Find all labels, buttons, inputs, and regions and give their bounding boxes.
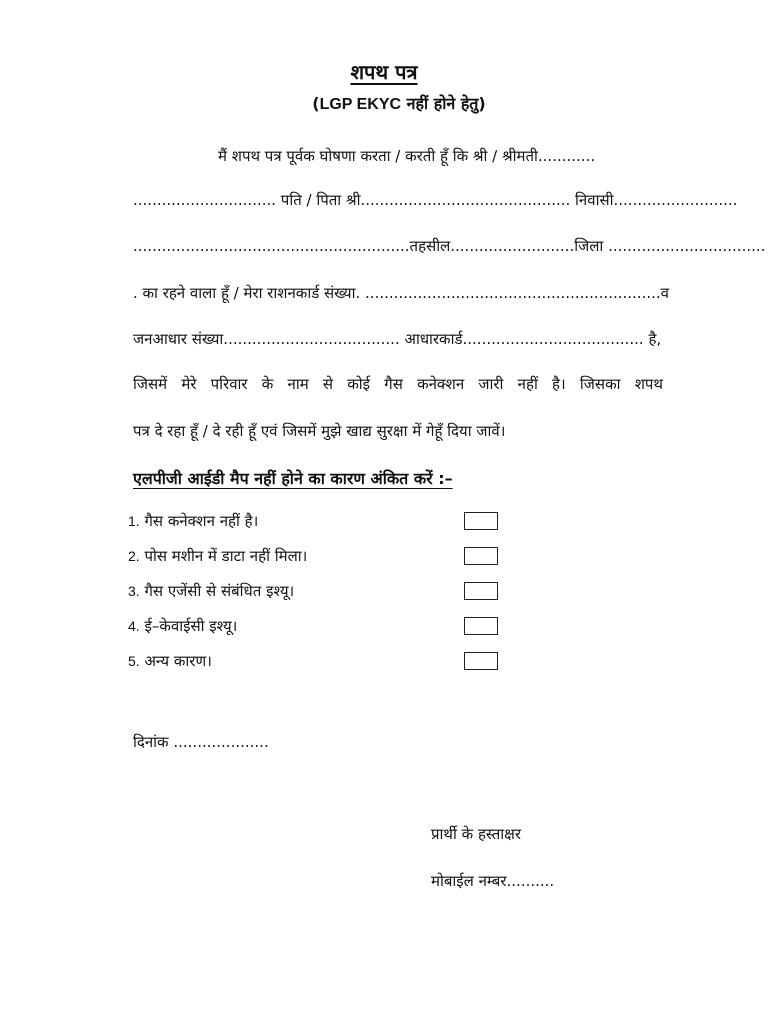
option-checkbox-4[interactable] [464,617,498,635]
option-checkbox-3[interactable] [464,582,498,600]
option-item-5 [128,651,212,671]
option-label: ई–केवाईसी इश्यू। [144,617,238,635]
option-checkbox-1[interactable] [464,512,498,530]
option-label: अन्य कारण। [144,652,212,670]
option-number: 1. [128,513,140,529]
option-item-3 [128,581,294,601]
option-checkbox-2[interactable] [464,547,498,565]
document-subtitle [0,92,768,114]
document-title: शपथ पत्र [350,60,418,84]
body-line-5: जनआधार संख्या..................................... आधारकार्ड...................................... है, [133,330,662,348]
option-number: 3. [128,583,140,599]
option-number: 5. [128,653,140,669]
option-number: 4. [128,618,140,634]
mobile-number-field: मोबाईल नम्बर.......... [431,872,555,890]
option-label: पोस मशीन में डाटा नहीं मिला। [144,547,308,565]
body-line-3: ..........................................................तहसील..........................जिला ................................. [133,237,766,255]
body-line-4: . का रहने वाला हूँ / मेरा राशनकार्ड संख्या. ..............................................................व [133,284,670,302]
body-line-7: पत्र दे रहा हूँ / दे रही हूँ एवं जिसमें मुझे खाद्य सुरक्षा में गेहूँ दिया जावें। [133,422,506,440]
option-checkbox-5[interactable] [464,652,498,670]
option-number: 2. [128,548,140,564]
date-field: दिनांक .................... [133,733,269,751]
subtitle-open-paren: ( [312,94,320,113]
body-line-2: .............................. पति / पिता श्री............................................ निवासी.......................... [133,191,738,209]
body-line-6: जिसमें मेरे परिवार के नाम से कोई गैस कनेक्शन जारी नहीं है। जिसका शपथ [133,375,663,393]
option-item-1 [128,511,258,531]
subtitle-latin: LGP EKYC [319,96,402,113]
body-line-1: मैं शपथ पत्र पूर्वक घोषणा करता / करती हूँ कि श्री / श्रीमती............ [218,147,596,165]
section-heading: एलपीजी आईडी मैप नहीं होने का कारण अंकित करें :– [133,469,453,488]
option-item-2 [128,546,307,566]
signature-label: प्रार्थी के हस्ताक्षर [431,825,522,843]
subtitle-rest: नहीं होने हेतु) [401,94,486,113]
option-label: गैस कनेक्शन नहीं है। [144,512,259,530]
option-label: गैस एजेंसी से संबंधित इश्यू। [144,582,295,600]
option-item-4 [128,616,237,636]
